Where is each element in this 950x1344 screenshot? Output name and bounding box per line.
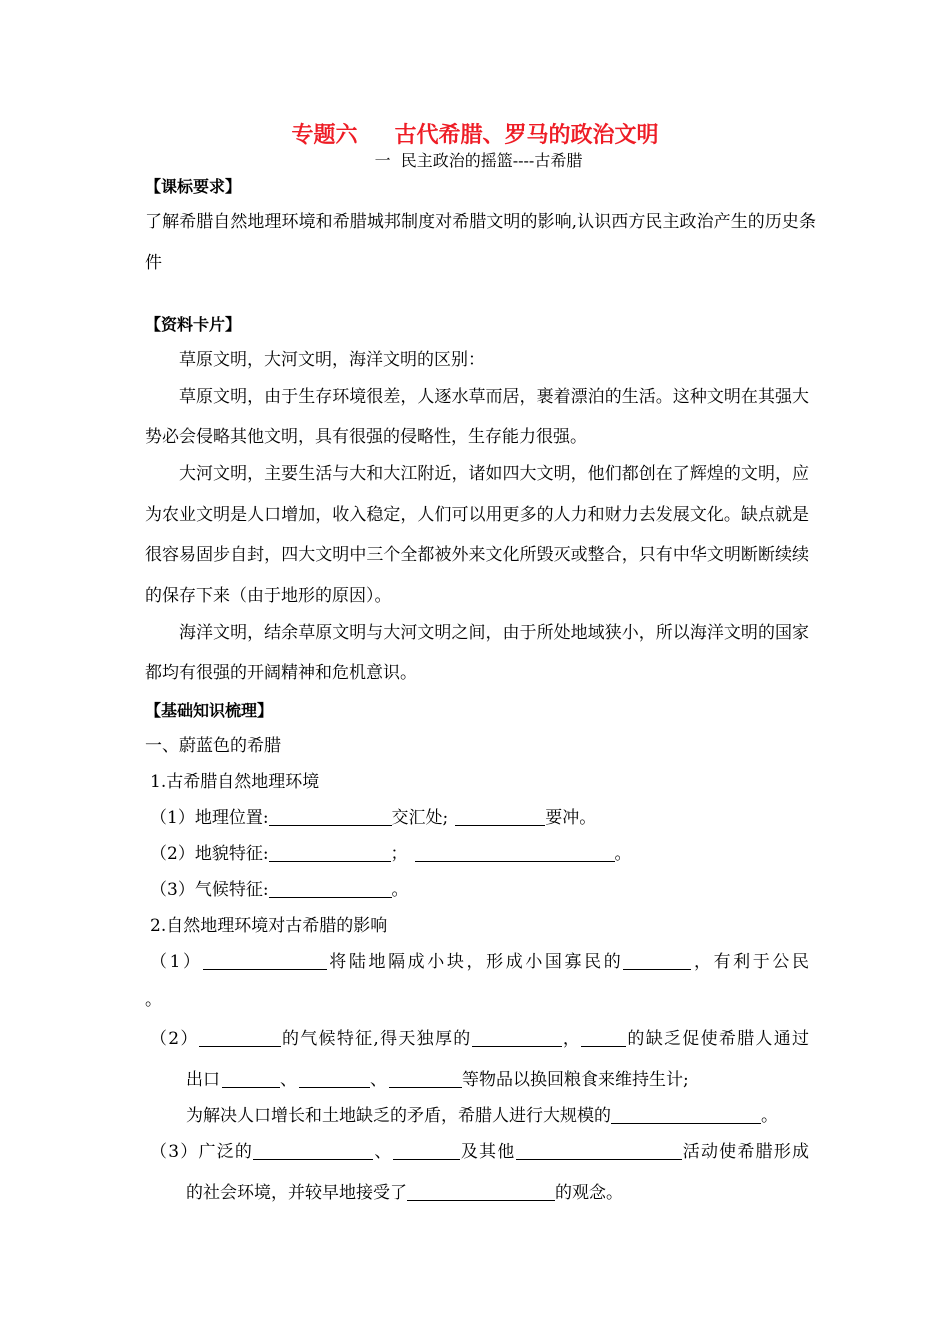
answer-blank: [253, 1144, 373, 1160]
question-city-states-end: 。: [145, 990, 162, 1010]
question-label: （1）地理位置:: [150, 808, 269, 828]
grassland-civilization-paragraph: 草原文明，由于生存环境很差，人逐水草而居，裹着漂泊的生活。这种文明在其强大势必会侵略其他文明，具有很强的侵略性，生存能力很强。: [145, 386, 809, 448]
question-label: （2）: [150, 1029, 199, 1049]
materials-card: [145, 340, 809, 694]
answer-blank: [407, 1185, 555, 1201]
lesson-title: 民主政治的摇篮----古希腊: [400, 151, 583, 170]
question-label: （2）地貌特征:: [150, 844, 269, 864]
answer-blank: [393, 1144, 460, 1160]
question-text: 为解决人口增长和土地缺乏的矛盾，希腊人进行大规模的: [186, 1106, 611, 1126]
curriculum-text: 了解希腊自然地理环境和希腊城邦制度对希腊文明的影响,认识西方民主政治产生的历史条件: [145, 211, 816, 273]
topic1-title: 1.古希腊自然地理环境: [150, 772, 320, 792]
question-text: 等物品以换回粮食来维持生计;: [462, 1070, 689, 1090]
basics-heading: 【基础知识梳理】: [145, 701, 274, 720]
question-text: 。: [391, 880, 409, 900]
question-economy-colonization: [145, 1098, 809, 1134]
answer-blank: [203, 954, 327, 970]
river-civilization-paragraph: 大河文明，主要生活与大和大江附近，诸如四大文明，他们都创在了辉煌的文明，应为农业文明是人口增加，收入稳定，人们可以用更多的人力和财力去发展文化。缺点就是很容易固步自封，四大文明中三个全都被外来文化所毁灭或整合，只有中华文明断断续续的保存下来（由于地形的原因）。: [145, 464, 809, 606]
answer-blank: [581, 1031, 626, 1047]
lesson-number: 一: [374, 151, 391, 170]
lesson-subtitle: [0, 150, 950, 172]
question-society-concept: [145, 1175, 809, 1211]
question-economy-exports: [145, 1062, 809, 1098]
basics-section: [145, 728, 809, 1211]
question-text: ，有利于公民: [691, 952, 810, 972]
question-climate: [145, 872, 809, 908]
topic2-title: 2.自然地理环境对古希腊的影响: [150, 916, 388, 936]
question-label: （1）: [150, 952, 203, 972]
answer-blank: [623, 954, 691, 970]
question-text: 的社会环境，并较早地接受了: [186, 1183, 407, 1203]
answer-blank: [455, 810, 545, 826]
question-text: 出口: [186, 1070, 220, 1090]
question-text: 、: [373, 1142, 393, 1162]
question-label: （3）: [150, 1142, 199, 1162]
question-text: 的缺乏促使希腊人通过: [626, 1029, 810, 1049]
question-text: 广泛的: [198, 1142, 254, 1162]
question-text: 的气候特征,得天独厚的: [280, 1029, 472, 1049]
title-topic-number: 专题六: [291, 122, 358, 148]
ocean-civilization-paragraph: 海洋文明，结余草原文明与大河文明之间，由于所处地域狭小，所以海洋文明的国家都均有很强的开阔精神和危机意识。: [145, 622, 809, 684]
question-economy: [145, 1021, 809, 1057]
question-text: 的观念。: [555, 1183, 623, 1203]
page-title: [0, 121, 950, 149]
question-text: 将陆地隔成小块，形成小国寡民的: [326, 952, 624, 972]
question-text: 、: [280, 1070, 297, 1090]
answer-blank: [269, 882, 392, 898]
question-city-states: [145, 944, 809, 980]
question-text: 。: [761, 1106, 778, 1126]
question-text: 要冲。: [545, 808, 597, 828]
question-text: ；: [390, 844, 408, 864]
answer-blank: [199, 1031, 281, 1047]
question-landform: [145, 836, 809, 872]
question-text: 交汇处;: [391, 808, 449, 828]
question-text: 、: [370, 1070, 387, 1090]
answer-blank: [516, 1144, 682, 1160]
answer-blank: [299, 1072, 370, 1088]
question-text: 活动使希腊形成: [681, 1142, 810, 1162]
question-society: [145, 1134, 809, 1170]
title-topic-name: 古代希腊、罗马的政治文明: [394, 122, 659, 148]
answer-blank: [269, 846, 391, 862]
question-text: 及其他: [459, 1142, 516, 1162]
question-geo-location: [145, 800, 809, 836]
materials-heading: 【资料卡片】: [145, 315, 242, 334]
answer-blank: [222, 1072, 280, 1088]
question-label: （3）气候特征:: [150, 880, 269, 900]
curriculum-heading: 【课标要求】: [145, 177, 242, 196]
answer-blank: [389, 1072, 462, 1088]
question-text: 。: [614, 844, 632, 864]
answer-blank: [472, 1031, 562, 1047]
answer-blank: [269, 810, 392, 826]
part-title: 一、蔚蓝色的希腊: [145, 736, 281, 756]
materials-intro-paragraph: 草原文明，大河文明，海洋文明的区别：: [179, 349, 485, 370]
answer-blank: [611, 1108, 761, 1124]
answer-blank: [415, 846, 615, 862]
question-text: ，: [561, 1029, 582, 1049]
